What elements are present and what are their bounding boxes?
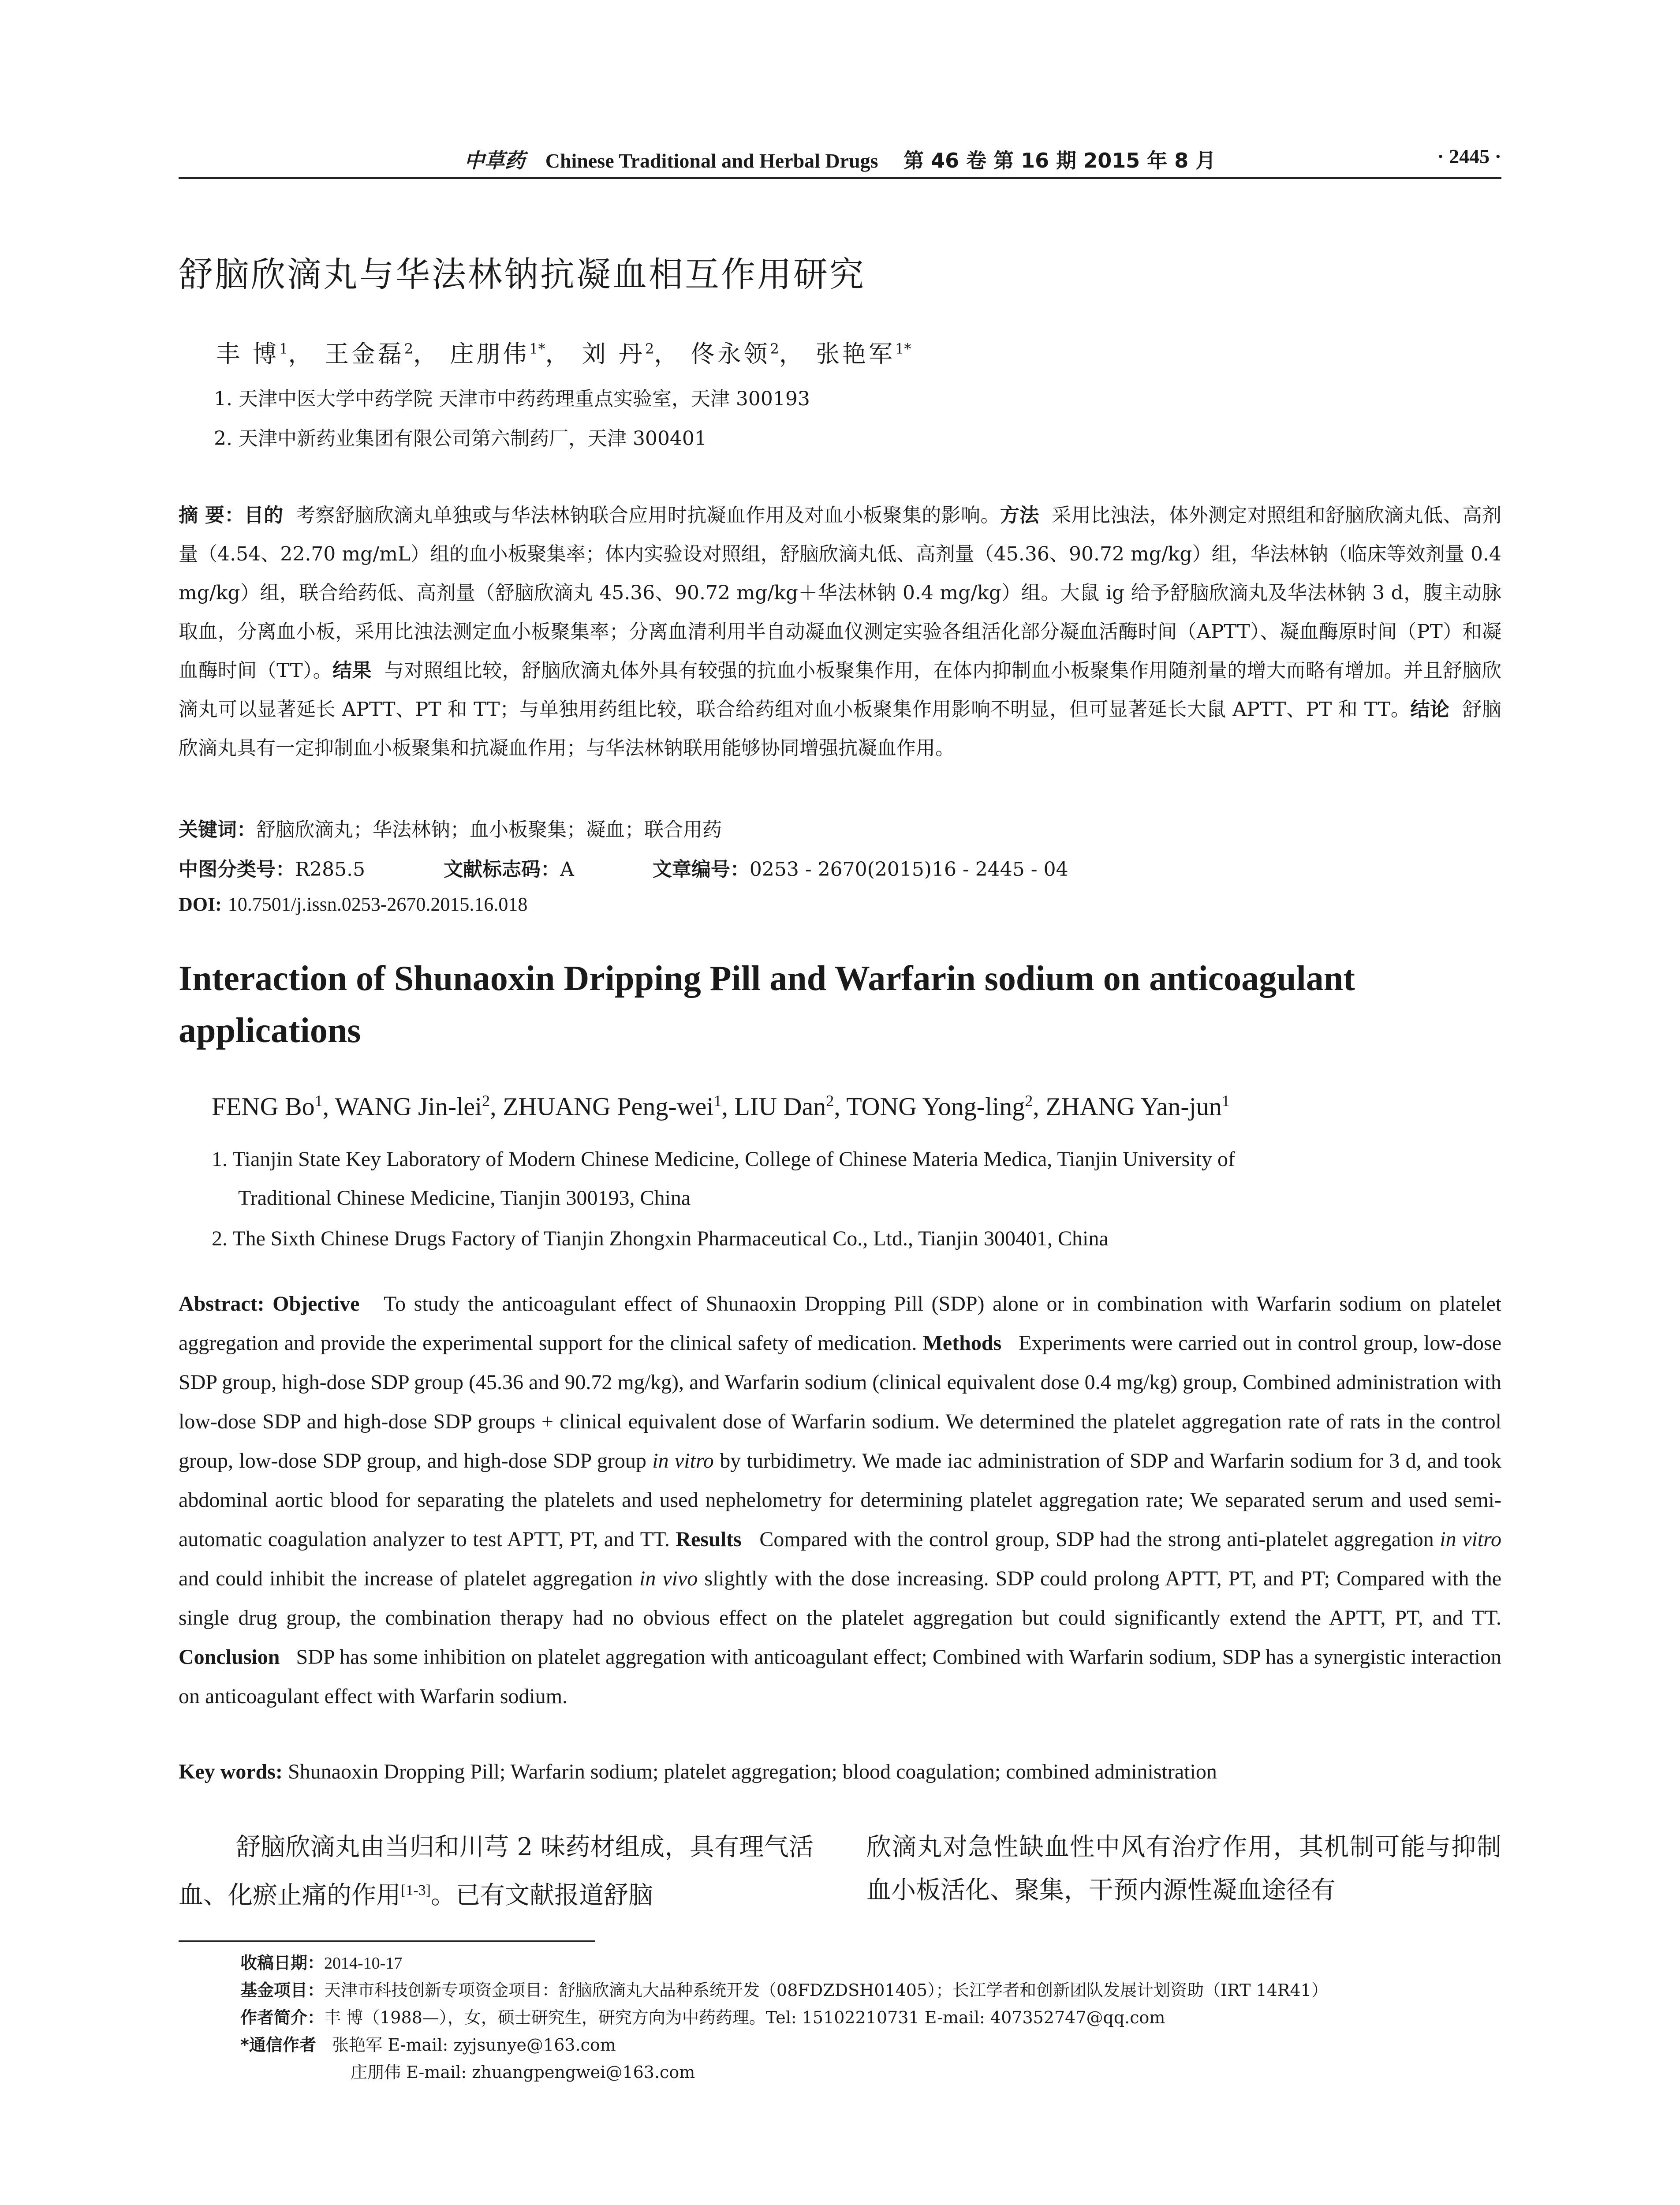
author-sup: 1 — [314, 1092, 323, 1110]
doi-label: DOI: — [179, 893, 222, 915]
abstract-cn — [179, 496, 1501, 768]
author-cn: 张艳军 — [816, 340, 895, 368]
abstract-cn-label: 摘 要： — [179, 504, 244, 527]
methods-cn: 采用比浊法，体外测定对照组和舒脑欣滴丸低、高剂量（4.54、22.70 mg/mL）组的血小板聚集率；体内实验设对照组，舒脑欣滴丸低、高剂量（45.36、90.72 mg/kg）组，华法林钠（临床等效剂量 0.4 mg/kg）组，联合给药低、高剂量（舒脑欣滴丸 45.36、90.72 mg/kg＋华法林钠 0.4 mg/kg）组。大鼠 ig 给予舒脑欣滴丸及华法林钠 3 d，腹主动脉取血，分离血小板，采用比浊法测定血小板聚集率；分离血清利用半自动凝血仪测定实验各组活化部分凝血活酶时间（APTT）、凝血酶原时间（PT）和凝血酶时间（TT）。 — [179, 504, 1502, 682]
results-label-en: Results — [676, 1528, 742, 1551]
affiliation-en-1-line2: Traditional Chinese Medicine, Tianjin 300193, China — [238, 1186, 691, 1210]
title-en: Interaction of Shunaoxin Dripping Pill and Warfarin sodium on anticoagulant applications — [179, 959, 1355, 1050]
journal-name-cn: 中草药 — [464, 149, 525, 172]
author-en: WANG Jin-lei — [335, 1092, 482, 1121]
author-sup: 1* — [895, 340, 911, 357]
doi-value: 10.7501/j.issn.0253-2670.2015.16.018 — [228, 893, 528, 915]
received-date: 2014-10-17 — [324, 1954, 403, 1973]
doc-code-value: A — [560, 858, 574, 881]
in-vitro-term: in vitro — [652, 1449, 714, 1472]
methods-label-en: Methods — [922, 1331, 1002, 1355]
results-cn: 与对照组比较，舒脑欣滴丸体外具有较强的抗血小板聚集作用，在体内抑制血小板聚集作用随剂量的增大而略有增加。并且舒脑欣滴丸可以显著延长 APTT、PT 和 TT；与单独用药组比较，联合给药组对血小板聚集作用影响不明显，但可显著延长大鼠 APTT、PT 和 TT。 — [179, 659, 1502, 721]
affiliation-en-1 — [212, 1140, 1501, 1218]
author-sup: 2 — [826, 1092, 834, 1110]
keywords-en — [179, 1760, 1501, 1784]
author-sup: 1 — [1221, 1092, 1230, 1110]
author-cn: 丰 博 — [216, 340, 280, 368]
results-en-2: and could inhibit the increase of platelet aggregation — [179, 1567, 633, 1590]
received-label: 收稿日期： — [240, 1953, 325, 1973]
citation-ref: [1-3] — [401, 1882, 431, 1899]
in-vivo-term: in vivo — [639, 1567, 698, 1590]
corresponding-author-1: 张艳军 E-mail: zyjsunye@163.com — [332, 2035, 616, 2055]
article-number-label: 文章编号： — [652, 858, 750, 881]
conclusion-label-en: Conclusion — [179, 1645, 280, 1669]
journal-line — [179, 145, 1501, 174]
running-header — [179, 140, 1501, 176]
article-number-value: 0253 - 2670(2015)16 - 2445 - 04 — [749, 858, 1068, 881]
conclusion-label-cn: 结论 — [1410, 698, 1450, 721]
footnote-fund — [240, 1977, 1328, 2001]
title-cn: 舒脑欣滴丸与华法林钠抗凝血相互作用研究 — [179, 255, 866, 295]
results-label-cn: 结果 — [332, 659, 372, 682]
keywords-cn-text: 舒脑欣滴丸；华法林钠；血小板聚集；凝血；联合用药 — [256, 818, 722, 841]
author-bio-text: 丰 博（1988—），女，硕士研究生，研究方向为中药药理。Tel: 15102210731 E-mail: 407352747@qq.com — [324, 2008, 1165, 2027]
author-en: ZHANG Yan-jun — [1045, 1092, 1222, 1121]
fund-label: 基金项目： — [240, 1981, 325, 2000]
corresponding-label: *通信作者 — [240, 2035, 316, 2055]
footnote-received — [240, 1949, 402, 1973]
abstract-en-label: Abstract: — [179, 1292, 265, 1316]
affiliation-cn-1: 1. 天津中医大学中药学院 天津市中药药理重点实验室，天津 300193 — [214, 388, 810, 410]
footnote-corresponding — [240, 2031, 616, 2056]
author-sup: 1* — [529, 340, 545, 357]
authors-en: FENG Bo$^1$, WANG Jin-lei$^2$, ZHUANG Peng-wei$^1$, LIU Dan$^2$, TONG Yong-ling$^2$, ZHANG Yan-jun$^1$ — [212, 1092, 1230, 1121]
doc-code-label: 文献标志码： — [444, 858, 560, 881]
affiliation-en-1-line1: 1. Tianjin State Key Laboratory of Modern Chinese Medicine, College of Chinese Materia Medica, Tianjin University of — [212, 1147, 1235, 1171]
author-cn: 刘 丹 — [582, 340, 645, 368]
author-sup: 1 — [279, 340, 288, 357]
author-sup: 2 — [1025, 1092, 1033, 1110]
objective-en: To study the anticoagulant effect of Shunaoxin Dropping Pill (SDP) alone or in combination with Warfarin sodium on platelet aggregation and provide the experimental support for the clinical safety of medication. — [179, 1292, 1502, 1355]
results-en-1: Compared with the control group, SDP had the strong anti-platelet aggregation — [759, 1528, 1434, 1551]
affiliation-en-2: 2. The Sixth Chinese Drugs Factory of Tianjin Zhongxin Pharmaceutical Co., Ltd., Tianjin 300401, China — [212, 1227, 1109, 1250]
keywords-en-text: Shunaoxin Dropping Pill; Warfarin sodium; platelet aggregation; blood coagulation; combined administration — [287, 1760, 1217, 1783]
affiliation-cn-2: 2. 天津中新药业集团有限公司第六制药厂，天津 300401 — [214, 427, 707, 450]
author-en: FENG Bo — [212, 1092, 315, 1121]
page-number: · 2445 · — [1437, 145, 1501, 168]
objective-label-cn: 目的 — [244, 504, 284, 527]
objective-label-en: Objective — [273, 1292, 360, 1316]
body-column-left — [179, 1826, 814, 1917]
objective-cn: 考察舒脑欣滴丸单独或与华法林钠联合应用时抗凝血作用及对血小板聚集的影响。 — [296, 504, 1000, 527]
methods-en-1: Experiments were carried out in control group, low-dose SDP group, high-dose SDP group (45.36 and 90.72 mg/kg), and Warfarin sodium (clinical equivalent dose 0.4 mg/kg) group, Combined administration with low-dose SDP and high-dose SDP groups + clinical equivalent dose of Warfarin sodium. We determined the platelet aggregation rate of rats in the control group, low-dose SDP group, and high-dose SDP group — [179, 1331, 1502, 1472]
methods-label-cn: 方法 — [1000, 504, 1039, 527]
body-column-right: 欣滴丸对急性缺血性中风有治疗作用，其机制可能与抑制血小板活化、聚集，干预内源性凝血途径有 — [866, 1833, 1501, 1905]
body-left-text-2: 。已有文献报道舒脑 — [430, 1881, 653, 1910]
doi-line — [179, 893, 527, 916]
author-en: LIU Dan — [734, 1092, 826, 1121]
author-sup: 1 — [713, 1092, 722, 1110]
header-rule — [179, 177, 1501, 179]
journal-name-en: Chinese Traditional and Herbal Drugs — [545, 149, 878, 172]
footnote-rule — [179, 1940, 595, 1942]
author-bio-label: 作者简介： — [240, 2008, 325, 2027]
clc-label: 中图分类号： — [179, 858, 295, 881]
author-en: TONG Yong-ling — [846, 1092, 1025, 1121]
conclusion-cn: 舒脑欣滴丸具有一定抑制血小板聚集和抗凝血作用；与华法林钠联用能够协同增强抗凝血作用。 — [179, 698, 1501, 759]
issue-info: 第 46 卷 第 16 期 2015 年 8 月 — [903, 149, 1216, 172]
author-sup: 2 — [645, 340, 654, 357]
body-left-text-1: 舒脑欣滴丸由当归和川芎 2 味药材组成，具有理气活血、化瘀止痛的作用 — [179, 1833, 814, 1910]
keywords-en-label: Key words: — [179, 1760, 283, 1783]
results-en-3: slightly with the dose increasing. SDP could prolong APTT, PT, and PT; Compared with the single drug group, the combination therapy had no obvious effect on the platelet aggregation but could significantly extend the APTT, PT, and TT. — [179, 1567, 1502, 1629]
author-sup: 2 — [404, 340, 414, 357]
author-en: ZHUANG Peng-wei — [503, 1092, 714, 1121]
author-cn: 庄朋伟 — [450, 340, 530, 368]
in-vitro-term: in vitro — [1440, 1528, 1502, 1551]
footnote-author — [240, 2004, 1165, 2028]
conclusion-en: SDP has some inhibition on platelet aggregation with anticoagulant effect; Combined with Warfarin sodium, SDP has a synergistic interaction on anticoagulant effect with Warfarin sodium. — [179, 1645, 1501, 1708]
keywords-cn — [179, 814, 722, 842]
author-sup: 2 — [482, 1092, 490, 1110]
author-cn: 佟永领 — [691, 340, 770, 368]
keywords-cn-label: 关键词： — [179, 818, 256, 841]
fund-text: 天津市科技创新专项资金项目：舒脑欣滴丸大品种系统开发（08FDZDSH01405）；长江学者和创新团队发展计划资助（IRT 14R41） — [324, 1981, 1328, 2000]
author-cn: 王金磊 — [325, 340, 404, 368]
authors-cn: 丰 博$^1$， 王金磊$^2$， 庄朋伟$^{1*}$， 刘 丹$^2$， 佟永领$^2$， 张艳军$^{1*}$ — [216, 340, 911, 368]
methods-en-2: by turbidimetry. We made iac administration of SDP and Warfarin sodium for 3 d, and took abdominal aortic blood for separating the platelets and used nephelometry for determining platelet aggregation rate; We separated serum and used semi-automatic coagulation analyzer to test APTT, PT, and TT. — [179, 1449, 1501, 1551]
footnote-corresponding-2: 庄朋伟 E-mail: zhuangpengwei@163.com — [351, 2063, 695, 2082]
author-sup: 2 — [770, 340, 779, 357]
clc-value: R285.5 — [295, 858, 366, 881]
classification-line — [179, 853, 1068, 882]
abstract-en — [179, 1284, 1501, 1716]
